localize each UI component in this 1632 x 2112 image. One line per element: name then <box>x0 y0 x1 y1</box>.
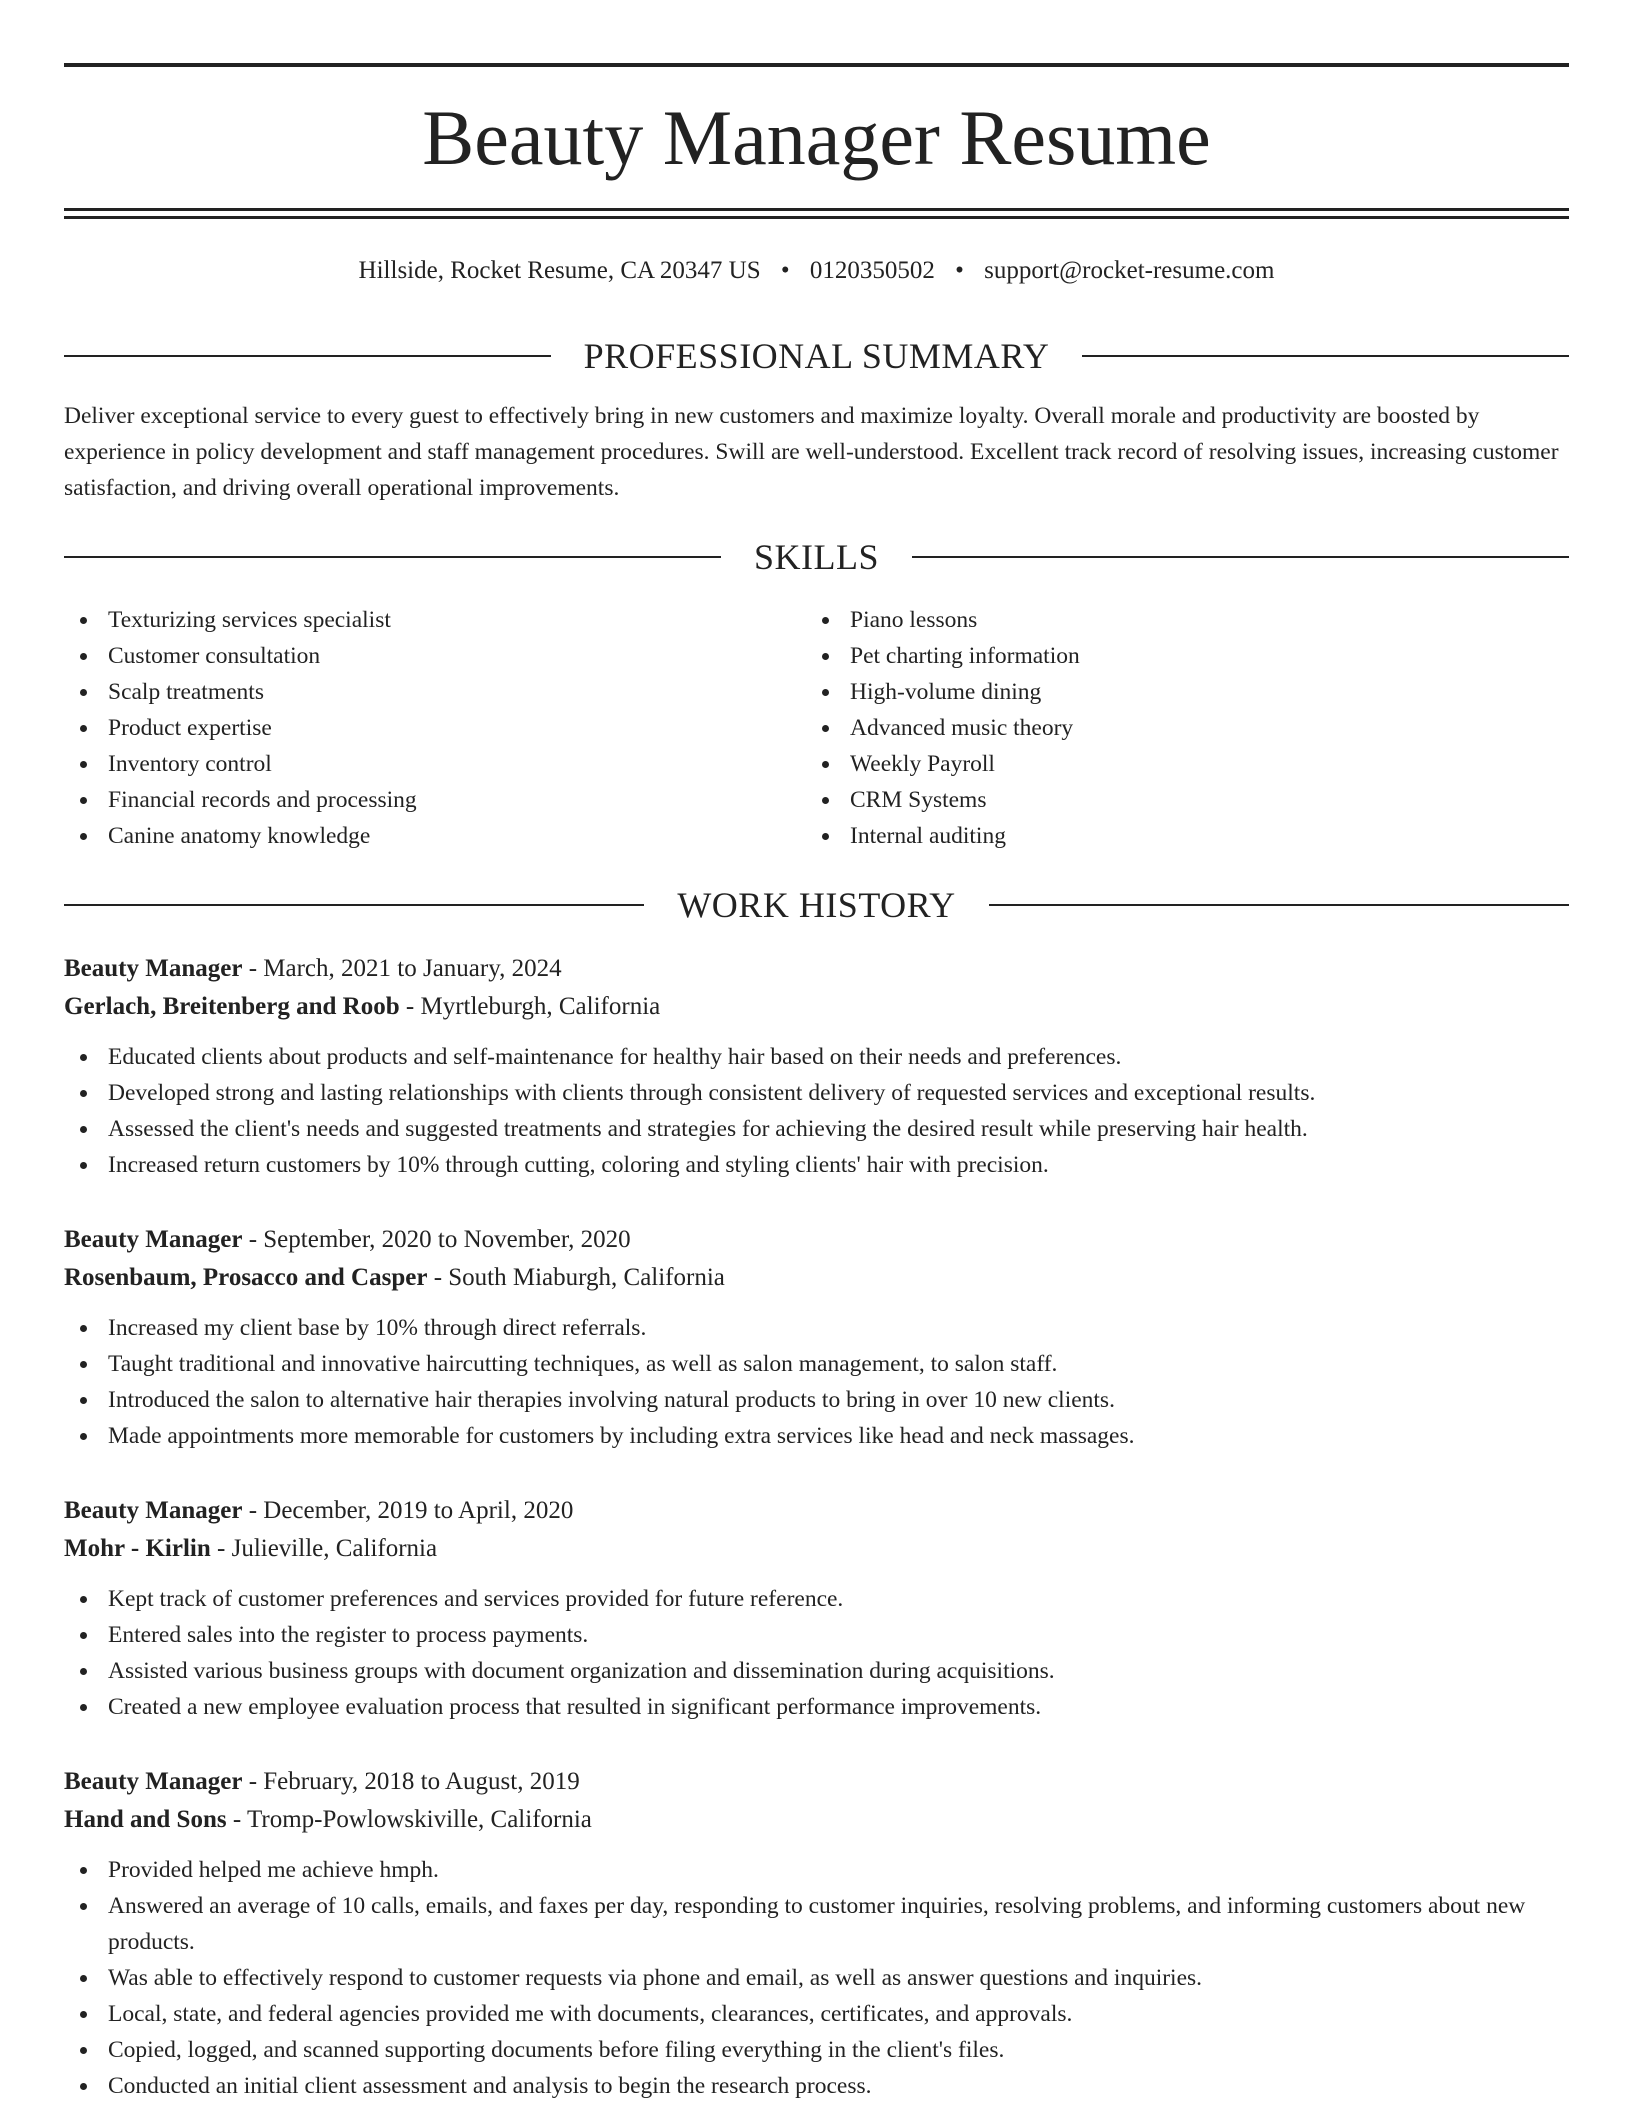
skill-item: Inventory control <box>64 746 764 782</box>
job-bullet: Assisted various business groups with document organization and dissemination during acquisitions. <box>64 1653 1569 1689</box>
title-rule-lower <box>64 216 1569 219</box>
job-bullet: Introduced the salon to alternative hair therapies involving natural products to bring in over 10 new clients. <box>64 1382 1569 1418</box>
job-title-line <box>64 1221 1569 1259</box>
job-bullet: Taught traditional and innovative haircutting techniques, as well as salon management, to salon staff. <box>64 1346 1569 1382</box>
skill-item: Piano lessons <box>806 602 1506 638</box>
contact-separator: • <box>955 257 964 284</box>
job-title-line <box>64 1763 1569 1801</box>
skill-item: Advanced music theory <box>806 710 1506 746</box>
skill-item: CRM Systems <box>806 782 1506 818</box>
skill-item: Texturizing services specialist <box>64 602 764 638</box>
job-dates: - December, 2019 to April, 2020 <box>242 1497 574 1524</box>
heading-rule-left <box>64 904 644 906</box>
job-company: Hand and Sons <box>64 1806 227 1833</box>
skill-item: Weekly Payroll <box>806 746 1506 782</box>
job-title: Beauty Manager <box>64 1768 243 1795</box>
job-bullet: Conducted an initial client assessment and analysis to begin the research process. <box>64 2068 1569 2104</box>
job-bullet: Created a new employee evaluation process that resulted in significant performance improvements. <box>64 1689 1569 1725</box>
job-company: Gerlach, Breitenberg and Roob <box>64 993 400 1020</box>
job-location: - Julieville, California <box>210 1535 438 1562</box>
summary-text: Deliver exceptional service to every guest to effectively bring in new customers and maximize loyalty. Overall morale and productivity are boosted by experience in policy development and staff management procedures. Swill are well-understood. Excellent track record of resolving issues, increasing customer satisfaction, and driving overall operational improvements. <box>64 403 1559 501</box>
job-entry <box>64 1492 1569 1725</box>
job-bullet: Was able to effectively respond to customer requests via phone and email, as well as answer questions and inquiries. <box>64 1960 1569 1996</box>
job-company-line <box>64 1259 1569 1297</box>
work-heading-label: WORK HISTORY <box>677 885 956 925</box>
heading-rule-right <box>1082 355 1569 357</box>
heading-rule-right <box>989 904 1569 906</box>
job-location: - Myrtleburgh, California <box>399 993 661 1020</box>
job-title: Beauty Manager <box>64 1497 243 1524</box>
job-bullet: Copied, logged, and scanned supporting documents before filing everything in the client's files. <box>64 2032 1569 2068</box>
contact-phone: 0120350502 <box>809 257 935 284</box>
job-location: - South Miaburgh, California <box>427 1264 725 1291</box>
skill-item: Internal auditing <box>806 818 1506 854</box>
summary-heading <box>64 335 1569 377</box>
skills-list-left <box>64 602 764 854</box>
contact-email: support@rocket-resume.com <box>984 257 1275 284</box>
skills-list-right <box>806 602 1506 854</box>
job-company-line <box>64 1530 1569 1568</box>
job-company-line <box>64 1801 1569 1839</box>
skill-item: Canine anatomy knowledge <box>64 818 764 854</box>
job-bullets <box>64 1581 1569 1725</box>
top-rule <box>64 63 1569 67</box>
skill-item: Financial records and processing <box>64 782 764 818</box>
skill-item: Scalp treatments <box>64 674 764 710</box>
page-title: Beauty Manager Resume <box>422 94 1211 181</box>
job-title: Beauty Manager <box>64 1226 243 1253</box>
skill-item: High-volume dining <box>806 674 1506 710</box>
job-company-line <box>64 988 1569 1026</box>
heading-rule-right <box>912 556 1569 558</box>
job-dates: - February, 2018 to August, 2019 <box>242 1768 580 1795</box>
contact-line <box>64 254 1569 288</box>
job-bullets <box>64 1039 1569 1183</box>
job-title-line <box>64 1492 1569 1530</box>
job-entry <box>64 950 1569 1183</box>
job-location: - Tromp-Powlowskiville, California <box>226 1806 592 1833</box>
job-bullet: Increased return customers by 10% through cutting, coloring and styling clients' hair with precision. <box>64 1147 1569 1183</box>
heading-rule-left <box>64 355 551 357</box>
job-entry <box>64 1763 1569 2104</box>
job-bullet: Made appointments more memorable for customers by including extra services like head and neck massages. <box>64 1418 1569 1454</box>
job-company: Rosenbaum, Prosacco and Casper <box>64 1264 428 1291</box>
skill-item: Product expertise <box>64 710 764 746</box>
job-bullet: Assessed the client's needs and suggested treatments and strategies for achieving the desired result while preserving hair health. <box>64 1111 1569 1147</box>
skill-item: Pet charting information <box>806 638 1506 674</box>
job-bullet: Answered an average of 10 calls, emails, and faxes per day, responding to customer inquiries, resolving problems, and informing customers about new products. <box>64 1888 1569 1960</box>
contact-separator: • <box>780 257 790 284</box>
heading-rule-left <box>64 556 721 558</box>
skills-heading <box>64 536 1569 578</box>
job-entry <box>64 1221 1569 1454</box>
title-rule-upper <box>64 208 1569 211</box>
job-bullets <box>64 1310 1569 1454</box>
skills-heading-label: SKILLS <box>754 537 880 577</box>
job-bullet: Provided helped me achieve hmph. <box>64 1852 1569 1888</box>
summary-heading-label: PROFESSIONAL SUMMARY <box>583 336 1050 376</box>
work-heading <box>64 884 1569 926</box>
job-bullet: Increased my client base by 10% through direct referrals. <box>64 1310 1569 1346</box>
job-bullets <box>64 1852 1569 2104</box>
job-company: Mohr - Kirlin <box>64 1535 211 1562</box>
job-title: Beauty Manager <box>64 955 243 982</box>
job-dates: - September, 2020 to November, 2020 <box>242 1226 631 1253</box>
job-title-line <box>64 950 1569 988</box>
job-bullet: Educated clients about products and self-maintenance for healthy hair based on their needs and preferences. <box>64 1039 1569 1075</box>
job-bullet: Entered sales into the register to process payments. <box>64 1617 1569 1653</box>
contact-address: Hillside, Rocket Resume, CA 20347 US <box>358 257 761 284</box>
job-dates: - March, 2021 to January, 2024 <box>242 955 562 982</box>
job-bullet: Local, state, and federal agencies provided me with documents, clearances, certificates, and approvals. <box>64 1996 1569 2032</box>
job-bullet: Kept track of customer preferences and services provided for future reference. <box>64 1581 1569 1617</box>
job-bullet: Developed strong and lasting relationships with clients through consistent delivery of requested services and exceptional results. <box>64 1075 1569 1111</box>
skill-item: Customer consultation <box>64 638 764 674</box>
